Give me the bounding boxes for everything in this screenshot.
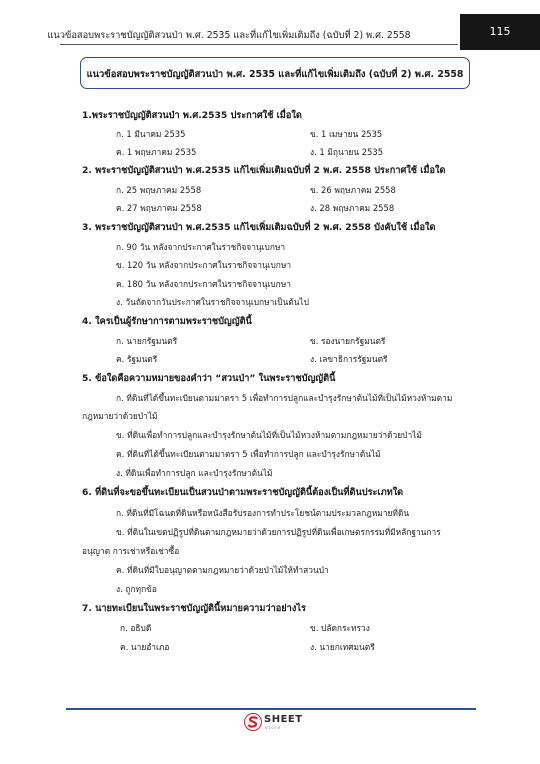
question-1-choice-b: ข. 1 เมษายน 2535 <box>310 129 383 139</box>
question-1-choice-c: ค. 1 พฤษภาคม 2535 <box>116 147 197 157</box>
question-6-choice-b: ข. ที่ดินในเขตปฏิรูปที่ดินตามกฎหมายว่าด้วยการปฏิรูปที่ดินเพื่อเกษตรกรรมที่มีหลักฐานการ <box>116 527 441 537</box>
question-5-choice-a-continued: กฎหมายว่าด้วยป่าไม้ <box>82 411 158 421</box>
question-4-choice-b: ข. รองนายกรัฐมนตรี <box>310 336 386 346</box>
question-7-choice-a: ก. อธิบดี <box>120 623 152 633</box>
question-6-choice-b-continued: อนุญาต การเช่าหรือเช่าซื้อ <box>82 546 180 556</box>
document-title: แนวข้อสอบพระราชบัญญัติสวนป่า พ.ศ. 2535 และที่แก้ไขเพิ่มเติมถึง (ฉบับที่ 2) พ.ศ. 2558 <box>86 69 464 80</box>
question-2-choice-d: ง. 28 พฤษภาคม 2558 <box>310 203 395 213</box>
question-6: 6. ที่ดินที่จะขอขึ้นทะเบียนเป็นสวนป่าตามพระราชบัญญัตินี้ต้องเป็นที่ดินประเภทใด <box>82 487 404 498</box>
question-1-choice-d: ง. 1 มิถุนายน 2535 <box>310 147 384 157</box>
question-5-choice-a: ก. ที่ดินที่ได้ขึ้นทะเบียนตามมาตรา 5 เพื่อทำการปลูกและบำรุงรักษาต้นไม้ที่เป็นไม้หวงห้ามตาม <box>116 393 453 403</box>
document-title-box <box>80 57 470 89</box>
footer-brand-sub: store <box>265 726 282 731</box>
question-3: 3. พระราชบัญญัติสวนป่า พ.ศ.2535 แก้ไขเพิ่มเติมฉบับที่ 2 พ.ศ. 2558 บังคับใช้ เมื่อใด <box>82 222 436 233</box>
question-5-choice-b: ข. ที่ดินเพื่อทำการปลูกและบำรุงรักษาต้นไม้ที่เป็นไม้หวงห้ามตามกฎหมายว่าด้วยป่าไม้ <box>116 430 422 440</box>
question-3-choice-c: ค. 180 วัน หลังจากประกาศในราชกิจจานุเบกษา <box>116 279 291 289</box>
page-number-box <box>460 14 540 50</box>
question-3-choice-a: ก. 90 วัน หลังจากประกาศในราชกิจจานุเบกษา <box>116 242 286 252</box>
footer-brand-name: SHEET <box>264 714 303 725</box>
footer-divider <box>66 708 476 710</box>
question-2-choice-b: ข. 26 พฤษภาคม 2558 <box>310 185 396 195</box>
sheet-logo-icon <box>244 713 262 731</box>
question-7-choice-b: ข. ปลัดกระทรวง <box>310 623 370 633</box>
question-7-choice-d: ง. นายกเทศมนตรี <box>310 642 375 652</box>
question-7: 7. นายทะเบียนในพระราชบัญญัตินี้หมายความว่าอย่างไร <box>82 603 306 614</box>
sheet-store-logo <box>244 712 314 734</box>
question-2: 2. พระราชบัญญัติสวนป่า พ.ศ.2535 แก้ไขเพิ่มเติมฉบับที่ 2 พ.ศ. 2558 ประกาศใช้ เมื่อใด <box>82 165 446 176</box>
question-2-choice-a: ก. 25 พฤษภาคม 2558 <box>116 185 202 195</box>
question-3-choice-b: ข. 120 วัน หลังจากประกาศในราชกิจจานุเบกษา <box>116 260 292 270</box>
page-header <box>0 0 540 50</box>
question-7-choice-c: ค. นายอำเภอ <box>120 642 170 652</box>
question-5-choice-d: ง. ที่ดินเพื่อทำการปลูก และบำรุงรักษาต้นไม้ <box>116 468 273 478</box>
header-divider <box>60 44 458 45</box>
question-3-choice-d: ง. วันถัดจากวันประกาศในราชกิจจานุเบกษาเป็นต้นไป <box>116 297 309 307</box>
question-1-choice-a: ก. 1 มีนาคม 2535 <box>116 129 186 139</box>
question-1: 1.พระราชบัญญัติสวนป่า พ.ศ.2535 ประกาศใช้ เมื่อใด <box>82 110 302 121</box>
page-number: 115 <box>489 25 511 38</box>
question-4-choice-c: ค. รัฐมนตรี <box>116 354 158 364</box>
question-5: 5. ข้อใดคือความหมายของคำว่า “สวนป่า” ในพระราชบัญญัตินี้ <box>82 373 336 384</box>
question-5-choice-c: ค. ที่ดินที่ได้ขึ้นทะเบียนตามมาตรา 5 เพื่อทำการปลูก และบำรุงรักษาต้นไม้ <box>116 449 381 459</box>
question-4-choice-a: ก. นายกรัฐมนตรี <box>116 336 178 346</box>
question-4: 4. ใครเป็นผู้รักษาการตามพระราชบัญญัตินี้ <box>82 316 252 327</box>
question-6-choice-a: ก. ที่ดินที่มีโฉนดที่ดินหรือหนังสือรับรองการทำประโยชน์ตามประมวลกฎหมายที่ดิน <box>116 508 410 518</box>
question-6-choice-d: ง. ถูกทุกข้อ <box>116 584 157 594</box>
running-header-title: แนวข้อสอบพระราชบัญญัติสวนป่า พ.ศ. 2535 และที่แก้ไขเพิ่มเติมถึง (ฉบับที่ 2) พ.ศ. 2558 <box>47 30 411 41</box>
question-6-choice-c: ค. ที่ดินที่มีใบอนุญาตตามกฎหมายว่าด้วยป่าไม้ให้ทำสวนป่า <box>116 565 329 575</box>
question-4-choice-d: ง. เลขาธิการรัฐมนตรี <box>310 354 388 364</box>
question-2-choice-c: ค. 27 พฤษภาคม 2558 <box>116 203 202 213</box>
